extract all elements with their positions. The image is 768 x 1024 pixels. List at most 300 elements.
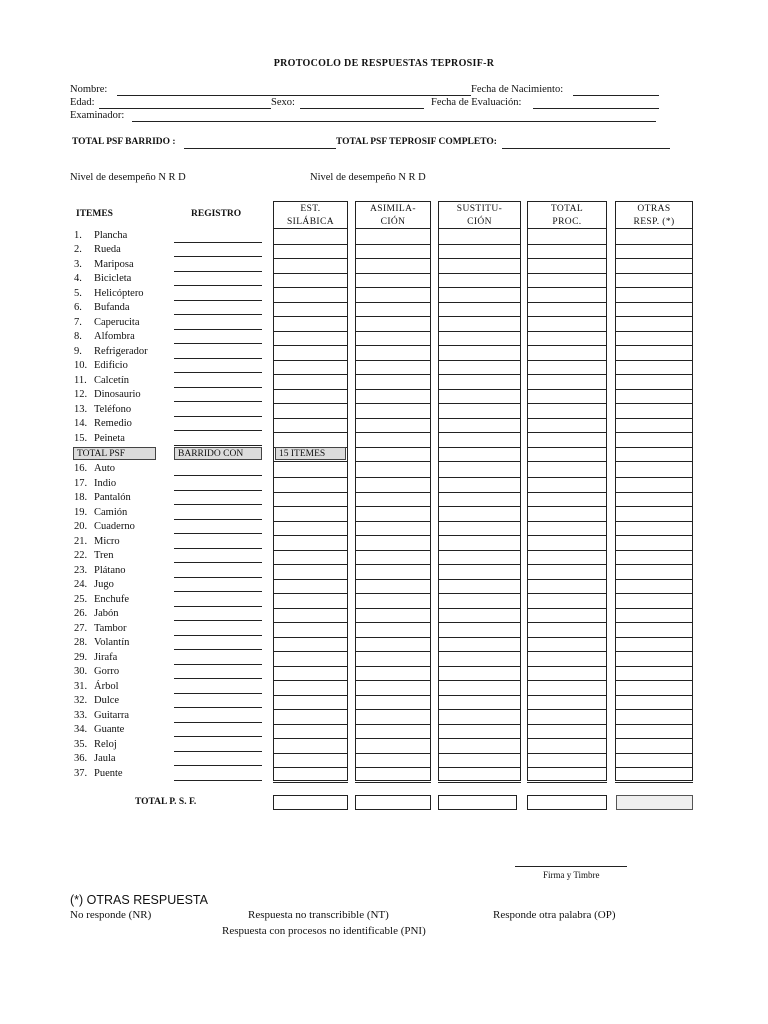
registro-field[interactable] <box>174 707 262 708</box>
registro-field[interactable] <box>174 780 262 781</box>
item-number: 22. <box>74 550 88 561</box>
grid-line <box>527 228 607 229</box>
item-row <box>74 637 129 649</box>
grid-line <box>527 244 607 245</box>
grid-line <box>615 447 693 448</box>
grid-line <box>438 782 521 783</box>
grid-line <box>355 345 431 346</box>
grid-line <box>273 258 348 259</box>
fecha-nacimiento-label: Fecha de Nacimiento: <box>471 84 564 95</box>
grid-line <box>615 666 693 667</box>
col-total-proc <box>527 201 607 781</box>
grid-line <box>355 258 431 259</box>
grid-line <box>438 331 521 332</box>
grid-line <box>527 767 607 768</box>
registro-header: REGISTRO <box>191 209 242 219</box>
grid-line <box>615 228 693 229</box>
item-word: Micro <box>94 535 120 547</box>
grid-line <box>355 579 431 580</box>
grid-line <box>438 447 521 448</box>
item-row <box>74 346 148 358</box>
grid-line <box>527 461 607 462</box>
grid-line <box>438 477 521 478</box>
grid-line <box>615 477 693 478</box>
registro-field[interactable] <box>174 475 262 476</box>
total-otras-resp-box[interactable] <box>616 795 693 810</box>
grid-line <box>438 374 521 375</box>
grid-line <box>527 622 607 623</box>
item-word: Tren <box>94 550 114 561</box>
registro-field[interactable] <box>174 490 262 491</box>
grid-line <box>527 403 607 404</box>
registro-field[interactable] <box>174 577 262 578</box>
grid-line <box>615 608 693 609</box>
grid-line <box>355 432 431 433</box>
registro-field[interactable] <box>174 372 262 373</box>
column-header-line1: TOTAL <box>550 204 584 214</box>
registro-field[interactable] <box>174 606 262 607</box>
firma-label: Firma y Timbre <box>543 870 600 880</box>
item-number: 8. <box>74 331 82 342</box>
item-row <box>74 594 129 606</box>
nombre-label: Nombre: <box>70 84 108 95</box>
item-number: 29. <box>74 651 88 663</box>
grid-line <box>438 418 521 419</box>
item-number: 25. <box>74 593 88 605</box>
registro-field[interactable] <box>174 635 262 636</box>
item-word: Volantín <box>94 637 130 648</box>
fecha-evaluacion-label: Fecha de Evaluación: <box>431 97 522 108</box>
item-word: Jaula <box>94 753 116 764</box>
grid-line <box>527 374 607 375</box>
grid-line <box>438 506 521 507</box>
total-asimilacion-box[interactable] <box>355 795 431 810</box>
grid-line <box>355 302 431 303</box>
grid-line <box>615 753 693 754</box>
grid-line <box>527 724 607 725</box>
item-row <box>74 739 117 751</box>
grid-line <box>438 461 521 462</box>
grid-line <box>615 389 693 390</box>
registro-field[interactable] <box>174 649 262 650</box>
grid-line <box>615 287 693 288</box>
grid-line <box>615 258 693 259</box>
grid-line <box>355 738 431 739</box>
grid-line <box>615 579 693 580</box>
registro-field[interactable] <box>174 504 262 505</box>
item-number: 20. <box>74 521 88 532</box>
grid-line <box>438 432 521 433</box>
item-row <box>74 753 116 765</box>
grid-line <box>615 709 693 710</box>
barrido-con-box: BARRIDO CON <box>174 447 262 460</box>
grid-line <box>273 550 348 551</box>
grid-line <box>355 228 431 229</box>
grid-line <box>438 608 521 609</box>
grid-line <box>527 680 607 681</box>
grid-line <box>355 331 431 332</box>
otras-respuesta-title: (*) OTRAS RESPUESTA <box>70 893 208 907</box>
column-header-line2: CIÓN <box>467 217 492 227</box>
item-word: Guitarra <box>94 709 129 721</box>
grid-line <box>438 767 521 768</box>
registro-field[interactable] <box>174 285 262 286</box>
total-sustitucion-box[interactable] <box>438 795 517 810</box>
grid-line <box>273 492 348 493</box>
item-number: 10. <box>74 360 88 371</box>
registro-field[interactable] <box>174 314 262 315</box>
grid-line <box>438 579 521 580</box>
grid-line <box>273 360 348 361</box>
registro-field[interactable] <box>174 562 262 563</box>
grid-line <box>355 389 431 390</box>
registro-field[interactable] <box>174 416 262 417</box>
grid-line <box>438 316 521 317</box>
registro-field[interactable] <box>174 533 262 534</box>
item-word: Cuaderno <box>94 521 135 532</box>
registro-field[interactable] <box>174 430 262 431</box>
item-row <box>74 666 119 678</box>
grid-line <box>355 651 431 652</box>
item-row <box>74 768 123 780</box>
registro-field[interactable] <box>174 329 262 330</box>
item-number: 23. <box>74 564 88 576</box>
item-row <box>74 478 116 490</box>
item-row <box>74 331 135 343</box>
item-number: 7. <box>74 316 82 328</box>
item-row <box>74 710 129 722</box>
grid-line <box>527 287 607 288</box>
item-row <box>74 724 124 736</box>
item-row <box>74 433 125 445</box>
item-row <box>74 317 139 329</box>
grid-line <box>355 244 431 245</box>
grid-line <box>527 360 607 361</box>
registro-field[interactable] <box>174 678 262 679</box>
grid-line <box>438 287 521 288</box>
grid-line <box>615 550 693 551</box>
item-word: Refrigerador <box>94 345 148 357</box>
item-number: 32. <box>74 695 88 706</box>
grid-line <box>615 724 693 725</box>
grid-line <box>438 724 521 725</box>
grid-line <box>615 345 693 346</box>
grid-line <box>273 389 348 390</box>
grid-line <box>273 593 348 594</box>
item-number: 17. <box>74 477 88 489</box>
grid-line <box>615 622 693 623</box>
grid-line <box>527 506 607 507</box>
item-row <box>74 507 127 519</box>
grid-line <box>615 492 693 493</box>
grid-line <box>615 506 693 507</box>
grid-line <box>355 680 431 681</box>
column-header-line1: EST. <box>300 204 321 214</box>
item-row <box>74 565 126 577</box>
registro-field[interactable] <box>174 271 262 272</box>
grid-line <box>527 608 607 609</box>
grid-line <box>355 593 431 594</box>
item-number: 2. <box>74 244 82 255</box>
item-row <box>74 536 120 548</box>
item-number: 21. <box>74 535 88 547</box>
column-header-line2: SILÁBICA <box>286 217 334 227</box>
grid-line <box>355 521 431 522</box>
item-number: 13. <box>74 403 88 415</box>
grid-line <box>615 521 693 522</box>
grid-line <box>527 550 607 551</box>
page-title: PROTOCOLO DE RESPUESTAS TEPROSIF-R <box>273 58 495 69</box>
registro-field[interactable] <box>174 620 262 621</box>
item-word: Plátano <box>94 564 126 576</box>
firma-line[interactable] <box>515 866 627 867</box>
registro-field[interactable] <box>174 693 262 694</box>
grid-line <box>273 738 348 739</box>
grid-line <box>355 724 431 725</box>
column-header-line2: CIÓN <box>380 217 406 227</box>
registro-field[interactable] <box>174 343 262 344</box>
registro-field[interactable] <box>174 387 262 388</box>
item-number: 1. <box>74 229 82 241</box>
grid-line <box>527 535 607 536</box>
grid-line <box>355 374 431 375</box>
total-completo-field[interactable] <box>502 148 670 149</box>
grid-line <box>615 767 693 768</box>
grid-line <box>438 258 521 259</box>
grid-line <box>438 651 521 652</box>
grid-line <box>615 302 693 303</box>
item-number: 24. <box>74 579 88 590</box>
grid-line <box>615 680 693 681</box>
item-word: Edificio <box>94 360 128 371</box>
item-number: 34. <box>74 724 88 735</box>
grid-line <box>273 579 348 580</box>
item-row <box>74 418 132 430</box>
grid-line <box>527 345 607 346</box>
items-header: ITEMES <box>76 209 113 219</box>
grid-line <box>438 302 521 303</box>
item-word: Auto <box>94 463 115 474</box>
grid-line <box>438 550 521 551</box>
total-proc-box[interactable] <box>527 795 607 810</box>
registro-field[interactable] <box>174 664 262 665</box>
item-row <box>74 404 131 416</box>
grid-line <box>527 302 607 303</box>
grid-line <box>438 564 521 565</box>
item-number: 11. <box>74 374 87 386</box>
total-est-silabica-box[interactable] <box>273 795 348 810</box>
edad-field[interactable] <box>99 108 271 109</box>
grid-line <box>615 651 693 652</box>
item-word: Remedio <box>94 418 132 429</box>
grid-line <box>615 637 693 638</box>
item-row <box>74 492 131 504</box>
item-word: Dinosaurio <box>94 389 141 400</box>
item-word: Jirafa <box>94 651 118 663</box>
grid-line <box>438 695 521 696</box>
nombre-field[interactable] <box>117 95 471 96</box>
registro-field[interactable] <box>174 765 262 766</box>
grid-line <box>355 477 431 478</box>
fecha-nacimiento-field[interactable] <box>573 95 659 96</box>
registro-field[interactable] <box>174 256 262 257</box>
grid-line <box>438 738 521 739</box>
item-word: Teléfono <box>94 403 132 415</box>
grid-line <box>273 418 348 419</box>
grid-line <box>273 331 348 332</box>
edad-label: Edad: <box>70 97 95 108</box>
grid-line <box>527 273 607 274</box>
item-row <box>74 608 119 620</box>
item-row <box>74 259 134 271</box>
grid-line <box>273 666 348 667</box>
item-row <box>74 288 144 300</box>
total-psf-box: TOTAL PSF <box>73 447 156 460</box>
grid-line <box>615 695 693 696</box>
item-row <box>74 579 114 591</box>
item-word: Pantalón <box>94 492 131 503</box>
registro-field[interactable] <box>174 722 262 723</box>
registro-field[interactable] <box>174 358 262 359</box>
grid-line <box>355 782 431 783</box>
item-number: 12. <box>74 389 88 400</box>
grid-line <box>438 492 521 493</box>
legend-nr: No responde (NR) <box>70 909 152 921</box>
registro-field[interactable] <box>174 751 262 752</box>
registro-field[interactable] <box>174 242 262 243</box>
registro-field[interactable] <box>174 591 262 592</box>
nivel-desempeno-barrido: Nivel de desempeño N R D <box>70 172 186 183</box>
grid-line <box>355 767 431 768</box>
grid-line <box>615 316 693 317</box>
grid-line <box>438 753 521 754</box>
item-number: 9. <box>74 345 82 357</box>
grid-line <box>527 695 607 696</box>
grid-line <box>273 753 348 754</box>
fecha-evaluacion-field[interactable] <box>533 108 659 109</box>
item-row <box>74 695 119 707</box>
grid-line <box>355 637 431 638</box>
grid-line <box>527 432 607 433</box>
grid-line <box>355 492 431 493</box>
grid-line <box>273 273 348 274</box>
grid-line <box>527 492 607 493</box>
grid-line <box>355 695 431 696</box>
item-number: 36. <box>74 753 88 764</box>
examinador-field[interactable] <box>132 121 656 122</box>
grid-line <box>355 273 431 274</box>
grid-line <box>438 593 521 594</box>
grid-line <box>615 782 693 783</box>
grid-line <box>527 651 607 652</box>
registro-field[interactable] <box>174 401 262 402</box>
item-word: Plancha <box>94 229 128 241</box>
grid-line <box>355 287 431 288</box>
quince-items-box: 15 ITEMES <box>275 447 346 460</box>
grid-line <box>438 521 521 522</box>
registro-field[interactable] <box>174 445 262 446</box>
grid-line <box>438 273 521 274</box>
grid-line <box>527 316 607 317</box>
item-number: 33. <box>74 709 88 721</box>
grid-line <box>438 622 521 623</box>
sexo-field[interactable] <box>300 108 424 109</box>
grid-line <box>527 593 607 594</box>
grid-line <box>438 389 521 390</box>
item-number: 35. <box>74 738 88 750</box>
grid-line <box>527 782 607 783</box>
column-header-line2: PROC. <box>552 217 582 227</box>
grid-line <box>615 738 693 739</box>
grid-line <box>355 608 431 609</box>
legend-pni: Respuesta con procesos no identificable (PNI) <box>222 925 426 937</box>
item-row <box>74 230 127 242</box>
grid-line <box>273 432 348 433</box>
grid-line <box>273 461 348 462</box>
column-header-line1: OTRAS <box>637 204 671 214</box>
grid-line <box>273 521 348 522</box>
grid-line <box>527 521 607 522</box>
grid-line <box>273 244 348 245</box>
grid-line <box>527 331 607 332</box>
grid-line <box>273 637 348 638</box>
grid-line <box>355 316 431 317</box>
column-header-line2: RESP. (*) <box>633 217 675 227</box>
item-word: Puente <box>94 767 123 779</box>
item-number: 14. <box>74 418 88 429</box>
grid-line <box>273 345 348 346</box>
grid-line <box>355 564 431 565</box>
grid-line <box>527 418 607 419</box>
registro-field[interactable] <box>174 519 262 520</box>
item-row <box>74 273 131 285</box>
grid-line <box>273 287 348 288</box>
grid-line <box>355 753 431 754</box>
item-word: Mariposa <box>94 258 134 270</box>
grid-line <box>273 564 348 565</box>
item-word: Gorro <box>94 666 120 677</box>
grid-line <box>438 345 521 346</box>
item-number: 16. <box>74 463 88 474</box>
item-row <box>74 389 141 401</box>
item-row <box>74 550 113 562</box>
grid-line <box>273 782 348 783</box>
item-word: Bicicleta <box>94 273 132 284</box>
grid-line <box>615 535 693 536</box>
item-number: 26. <box>74 608 88 619</box>
item-word: Helicóptero <box>94 287 144 299</box>
grid-line <box>527 447 607 448</box>
item-number: 37. <box>74 767 88 779</box>
grid-line <box>615 273 693 274</box>
grid-line <box>527 258 607 259</box>
registro-field[interactable] <box>174 736 262 737</box>
examinador-label: Examinador: <box>70 110 125 121</box>
grid-line <box>438 680 521 681</box>
item-row <box>74 302 130 314</box>
grid-line <box>273 695 348 696</box>
registro-field[interactable] <box>174 300 262 301</box>
item-number: 27. <box>74 622 88 634</box>
grid-line <box>273 651 348 652</box>
grid-line <box>273 622 348 623</box>
item-number: 6. <box>74 302 82 313</box>
col-sustitucion <box>438 201 521 781</box>
item-number: 3. <box>74 258 82 270</box>
registro-field[interactable] <box>174 548 262 549</box>
total-barrido-field[interactable] <box>184 148 336 149</box>
grid-line <box>527 709 607 710</box>
